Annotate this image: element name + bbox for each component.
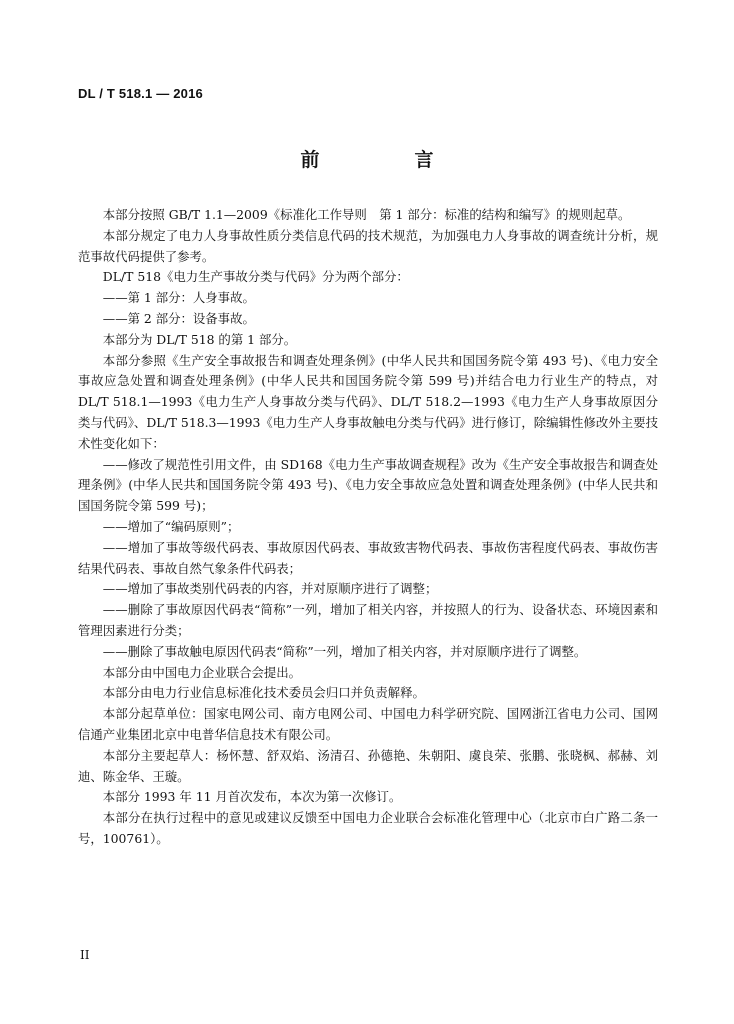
paragraph: 本部分 1993 年 11 月首次发布，本次为第一次修订。 (102, 789, 402, 805)
paragraph: 本部分由电力行业信息标准化技术委员会归口并负责解释。 (102, 685, 425, 701)
list-item: ——第 1 部分：人身事故。 (102, 290, 255, 306)
paragraph: 本部分由中国电力企业联合会提出。 (102, 664, 302, 680)
paragraph: 本部分为 DL/T 518 的第 1 部分。 (102, 331, 297, 347)
page-number: II (80, 948, 90, 962)
list-item: ——删除了事故触电原因代码表“简称”一列，增加了相关内容，并对原顺序进行了调整。 (102, 643, 587, 659)
list-item: ——修改了规范性引用文件，由 SD168《电力生产事故调查规程》改为《生产安全事故报告和调查处理条例》(中华人民共和国国务院令第 493 号)、《电力安全事故应急处置和调查处理条例》(中华人民共和国国务院令第 599 号)； (78, 456, 658, 514)
list-item: ——增加了事故类别代码表的内容，并对原顺序进行了调整； (102, 581, 438, 597)
paragraph: 本部分起草单位：国家电网公司、南方电网公司、中国电力科学研究院、国网浙江省电力公司、国网信通产业集团北京中电普华信息技术有限公司。 (78, 706, 658, 742)
list-item: ——第 2 部分：设备事故。 (102, 310, 255, 326)
page-title: 前 言 (300, 149, 472, 171)
paragraph: 本部分在执行过程中的意见或建议反馈至中国电力企业联合会标准化管理中心（北京市白广路二条一号，100761）。 (78, 810, 658, 846)
paragraph: DL/T 518《电力生产事故分类与代码》分为两个部分： (102, 269, 409, 285)
paragraph: 本部分参照《生产安全事故报告和调查处理条例》(中华人民共和国国务院令第 493 号)、《电力安全事故应急处置和调查处理条例》(中华人民共和国国务院令第 599 号)并结合电力行业生产的特点，对 DL/T 518.1—1993《电力生产人身事故分类与代码》、DL/T 518.2—1993《电力生产人身事故原因分类与代码》、DL/T 518.3—1993《电力生产人身事故触电分类与代码》进行修订，除编辑性修改外主要技术性变化如下： (78, 352, 658, 451)
paragraph: 本部分规定了电力人身事故性质分类信息代码的技术规范，为加强电力人身事故的调查统计分析，规范事故代码提供了参考。 (78, 227, 658, 264)
list-item: ——增加了“编码原则”； (102, 518, 240, 534)
paragraph: 本部分按照 GB/T 1.1—2009《标准化工作导则 第 1 部分：标准的结构和编写》的规则起草。 (102, 207, 631, 222)
standard-code: DL / T 518.1 — 2016 (78, 86, 203, 101)
foreword-body (78, 205, 658, 850)
paragraph: 本部分主要起草人：杨怀慧、舒双焰、汤清召、孙德艳、朱朝阳、虞良荣、张鹏、张晓枫、郝赫、刘迪、陈金华、王璇。 (78, 747, 658, 784)
list-item: ——删除了事故原因代码表“简称”一列，增加了相关内容，并按照人的行为、设备状态、环境因素和管理因素进行分类； (78, 602, 658, 638)
list-item: ——增加了事故等级代码表、事故原因代码表、事故致害物代码表、事故伤害程度代码表、事故伤害结果代码表、事故自然气象条件代码表； (78, 539, 658, 576)
